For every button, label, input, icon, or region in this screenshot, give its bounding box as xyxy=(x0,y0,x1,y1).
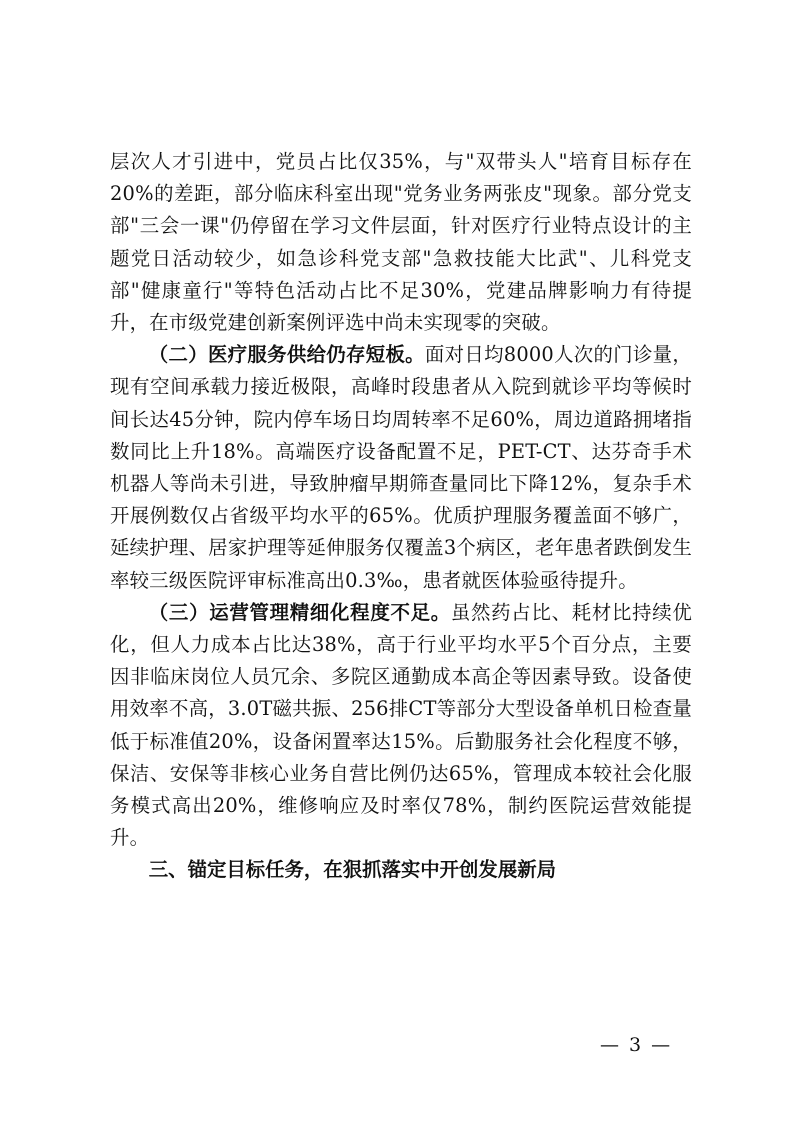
section-2-body: 面对日均8000人次的门诊量，现有空间承载力接近极限，高峰时段患者从入院到就诊平均等候时间长达45分钟，院内停车场日均周转率不足60%，周边道路拥堵指数同比上升18%。高端医疗设备配置不足，PET-CT、达芬奇手术机器人等尚未引进，导致肿瘤早期筛查量同比下降12%，复杂手术开展例数仅占省级平均水平的65%。优质护理服务覆盖面不够广，延续护理、居家护理等延伸服务仅覆盖3个病区，老年患者跌倒发生率较三级医院评审标准高出0.3‰，患者就医体验亟待提升。 xyxy=(110,343,692,592)
section-3-paragraph xyxy=(110,597,692,855)
section-3-body: 虽然药占比、耗材比持续优化，但人力成本占比达38%，高于行业平均水平5个百分点，主要因非临床岗位人员冗余、多院区通勤成本高企等因素导致。设备使用效率不高，3.0T磁共振、256排CT等部分大型设备单机日检查量低于标准值20%，设备闲置率达15%。后勤服务社会化程度不够，保洁、安保等非核心业务自营比例仍达65%，管理成本较社会化服务模式高出20%，维修响应及时率仅78%，制约医院运营效能提升。 xyxy=(110,600,693,850)
section-2-paragraph xyxy=(110,339,692,597)
continuation-paragraph: 层次人才引进中，党员占比仅35%，与"双带头人"培育目标存在20%的差距，部分临床科室出现"党务业务两张皮"现象。部分党支部"三会一课"仍停留在学习文件层面，针对医疗行业特点设计的主题党日活动较少，如急诊科党支部"急救技能大比武"、儿科党支部"健康童行"等特色活动占比不足30%，党建品牌影响力有待提升，在市级党建创新案例评选中尚未实现零的突破。 xyxy=(110,150,692,335)
page-body xyxy=(110,146,692,887)
section-3-heading: （三）运营管理精细化程度不足。 xyxy=(148,600,451,624)
chapter-3-heading: 三、锚定目标任务，在狠抓落实中开创发展新局 xyxy=(148,858,556,882)
section-2-heading: （二）医疗服务供给仍存短板。 xyxy=(148,343,425,367)
page-number: — 3 — xyxy=(600,1034,673,1056)
